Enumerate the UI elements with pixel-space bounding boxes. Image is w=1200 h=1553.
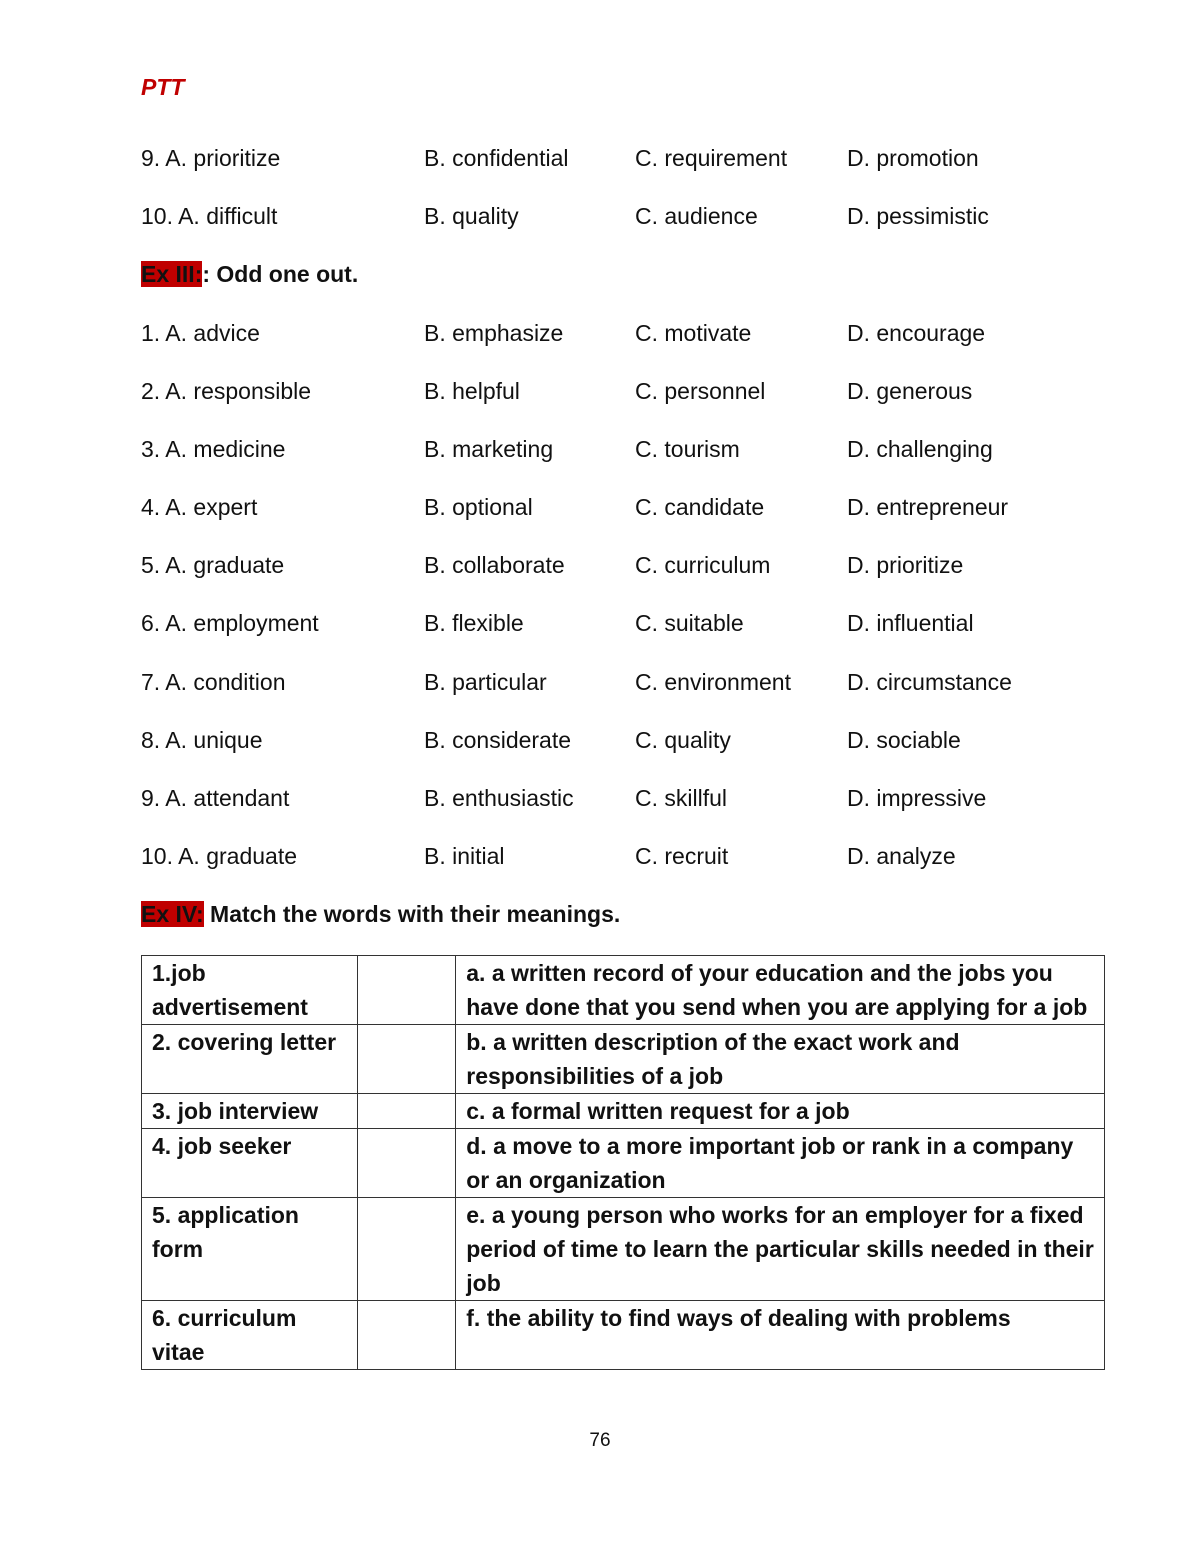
- option-b: B. flexible: [424, 610, 524, 636]
- question-row: [141, 375, 1101, 407]
- exercise-4-title: Match the words with their meanings.: [203, 901, 621, 927]
- header-mark: PTT: [141, 74, 185, 100]
- option-a: 4. A. expert: [141, 494, 258, 520]
- option-c: C. requirement: [635, 145, 788, 171]
- option-d: D. challenging: [847, 436, 993, 462]
- option-b: B. emphasize: [424, 320, 564, 346]
- option-d: D. sociable: [847, 727, 961, 753]
- option-c: C. skillful: [635, 785, 728, 811]
- meaning-cell: d. a move to a more important job or rank in a company or an organization: [456, 1129, 1105, 1198]
- option-a: 10. A. graduate: [141, 843, 298, 869]
- option-b: B. quality: [424, 203, 519, 229]
- question-row: [141, 782, 1101, 814]
- answer-cell: [358, 1025, 456, 1094]
- option-d: D. circumstance: [847, 669, 1012, 695]
- option-d: D. impressive: [847, 785, 987, 811]
- option-b: B. particular: [424, 669, 547, 695]
- table-row: [142, 1129, 1105, 1198]
- option-a: 3. A. medicine: [141, 436, 286, 462]
- option-a: 8. A. unique: [141, 727, 263, 753]
- question-row: [141, 317, 1101, 349]
- term-cell: 5. application form: [142, 1198, 358, 1301]
- question-row: [141, 491, 1101, 523]
- option-a: 5. A. graduate: [141, 552, 285, 578]
- option-a: 2. A. responsible: [141, 378, 312, 404]
- option-d: D. analyze: [847, 843, 956, 869]
- option-c: C. recruit: [635, 843, 729, 869]
- exercise-4-heading: [141, 898, 620, 930]
- meaning-cell: e. a young person who works for an employer for a fixed period of time to learn the particular skills needed in their job: [456, 1198, 1105, 1301]
- option-c: C. motivate: [635, 320, 752, 346]
- option-c: C. curriculum: [635, 552, 771, 578]
- option-b: B. initial: [424, 843, 505, 869]
- meaning-cell: c. a formal written request for a job: [456, 1094, 1105, 1129]
- option-d: D. prioritize: [847, 552, 964, 578]
- page-number: 76: [589, 1430, 611, 1451]
- option-d: D. generous: [847, 378, 973, 404]
- option-d: D. encourage: [847, 320, 986, 346]
- table-row: [142, 1025, 1105, 1094]
- exercise-3-tag: Ex III:: [141, 261, 203, 287]
- answer-cell: [358, 1094, 456, 1129]
- exercise-4-tag: Ex IV:: [141, 901, 204, 927]
- option-b: B. considerate: [424, 727, 572, 753]
- option-d: D. promotion: [847, 145, 979, 171]
- option-a: 9. A. attendant: [141, 785, 290, 811]
- question-row: [141, 433, 1101, 465]
- question-row: [141, 549, 1101, 581]
- matching-table: [141, 955, 1105, 1370]
- term-cell: 2. covering letter: [142, 1025, 358, 1094]
- option-a: 10. A. difficult: [141, 203, 278, 229]
- question-row: [141, 607, 1101, 639]
- option-d: D. pessimistic: [847, 203, 989, 229]
- question-row: [141, 200, 1101, 232]
- table-row: [142, 956, 1105, 1025]
- exercise-3-title: : Odd one out.: [202, 261, 359, 287]
- table-row: [142, 1301, 1105, 1370]
- term-cell: 4. job seeker: [142, 1129, 358, 1198]
- option-a: 9. A. prioritize: [141, 145, 281, 171]
- option-b: B. marketing: [424, 436, 554, 462]
- term-cell: 1.job advertisement: [142, 956, 358, 1025]
- question-row: [141, 142, 1101, 174]
- option-d: D. entrepreneur: [847, 494, 1009, 520]
- option-c: C. environment: [635, 669, 791, 695]
- option-b: B. collaborate: [424, 552, 565, 578]
- meaning-cell: a. a written record of your education and the jobs you have done that you send when you are applying for a job: [456, 956, 1105, 1025]
- option-b: B. optional: [424, 494, 533, 520]
- answer-cell: [358, 1129, 456, 1198]
- option-c: C. personnel: [635, 378, 766, 404]
- term-cell: 3. job interview: [142, 1094, 358, 1129]
- answer-cell: [358, 1198, 456, 1301]
- option-a: 6. A. employment: [141, 610, 319, 636]
- question-row: [141, 666, 1101, 698]
- option-c: C. quality: [635, 727, 731, 753]
- option-a: 7. A. condition: [141, 669, 286, 695]
- option-b: B. enthusiastic: [424, 785, 574, 811]
- question-row: [141, 724, 1101, 756]
- option-c: C. candidate: [635, 494, 765, 520]
- meaning-cell: b. a written description of the exact work and responsibilities of a job: [456, 1025, 1105, 1094]
- option-c: C. tourism: [635, 436, 740, 462]
- answer-cell: [358, 956, 456, 1025]
- question-row: [141, 840, 1101, 872]
- option-b: B. helpful: [424, 378, 520, 404]
- option-c: C. suitable: [635, 610, 744, 636]
- option-a: 1. A. advice: [141, 320, 260, 346]
- option-c: C. audience: [635, 203, 758, 229]
- table-row: [142, 1094, 1105, 1129]
- exercise-3-heading: [141, 258, 358, 290]
- option-d: D. influential: [847, 610, 974, 636]
- option-b: B. confidential: [424, 145, 569, 171]
- table-row: [142, 1198, 1105, 1301]
- term-cell: 6. curriculum vitae: [142, 1301, 358, 1370]
- answer-cell: [358, 1301, 456, 1370]
- meaning-cell: f. the ability to find ways of dealing with problems: [456, 1301, 1105, 1370]
